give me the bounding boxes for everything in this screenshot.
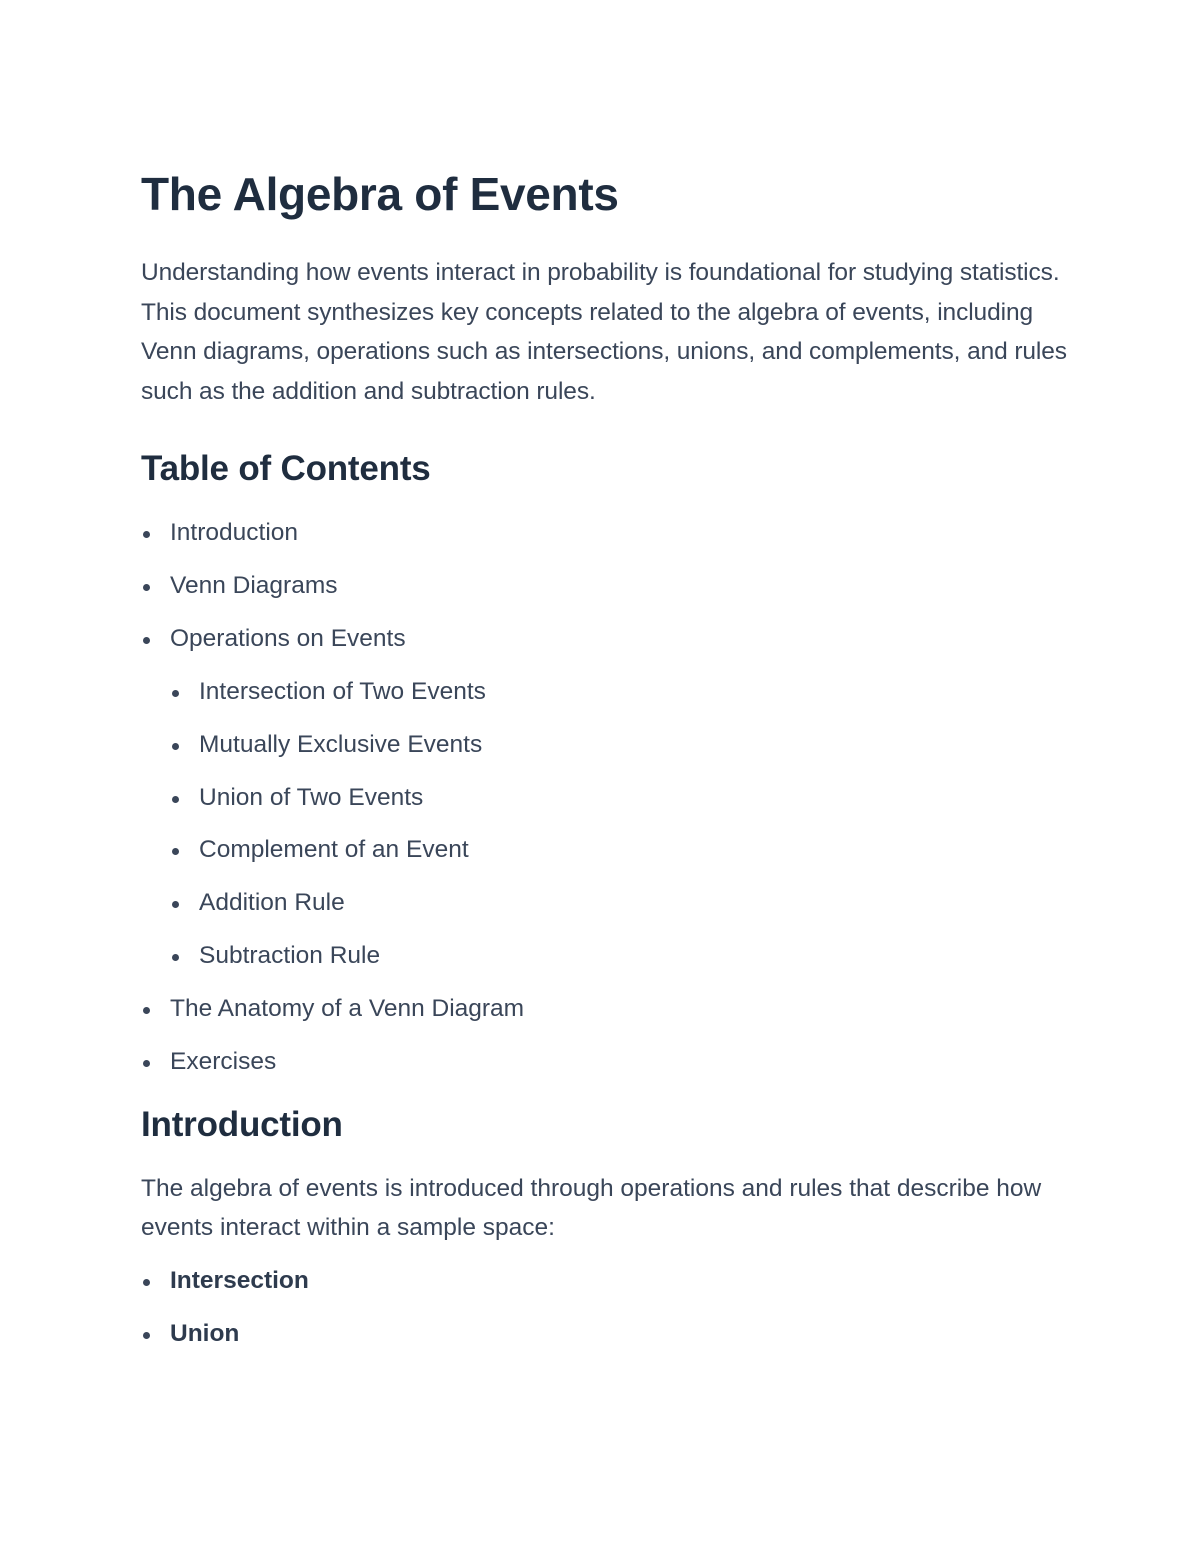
introduction-heading: Introduction <box>141 1104 343 1144</box>
introduction-terms-list <box>141 1255 1071 1361</box>
toc-item-introduction[interactable]: Introduction <box>141 507 1071 560</box>
toc-item-exercises[interactable]: Exercises <box>141 1036 1071 1089</box>
toc-item-union[interactable]: Union of Two Events <box>170 772 1071 825</box>
term-item: Intersection <box>141 1255 1071 1308</box>
intro-paragraph: Understanding how events interact in probability is foundational for studying statistics. This document synthesizes key concepts related to the algebra of events, including Venn diagrams, operations such as intersections, unions, and complements, and rules such as the addition and subtraction rules. <box>141 259 1067 405</box>
introduction-paragraph: The algebra of events is introduced through operations and rules that describe how events interact within a sample space: <box>141 1174 1042 1242</box>
table-of-contents <box>141 507 1071 1089</box>
document-page <box>141 163 1071 1361</box>
toc-item-subtraction-rule[interactable]: Subtraction Rule <box>170 930 1071 983</box>
document-title: The Algebra of Events <box>141 168 619 220</box>
toc-item-anatomy[interactable]: The Anatomy of a Venn Diagram <box>141 983 1071 1036</box>
toc-item-mutually-exclusive[interactable]: Mutually Exclusive Events <box>170 719 1071 772</box>
toc-item-operations <box>141 613 1071 983</box>
toc-item-complement[interactable]: Complement of an Event <box>170 824 1071 877</box>
term-item: Union <box>141 1308 1071 1361</box>
toc-item-intersection[interactable]: Intersection of Two Events <box>170 666 1071 719</box>
toc-sublist-operations <box>170 666 1071 983</box>
toc-item-operations-label[interactable]: Operations on Events <box>170 624 406 652</box>
toc-item-addition-rule[interactable]: Addition Rule <box>170 877 1071 930</box>
toc-heading: Table of Contents <box>141 449 431 488</box>
toc-item-venn-diagrams[interactable]: Venn Diagrams <box>141 560 1071 613</box>
